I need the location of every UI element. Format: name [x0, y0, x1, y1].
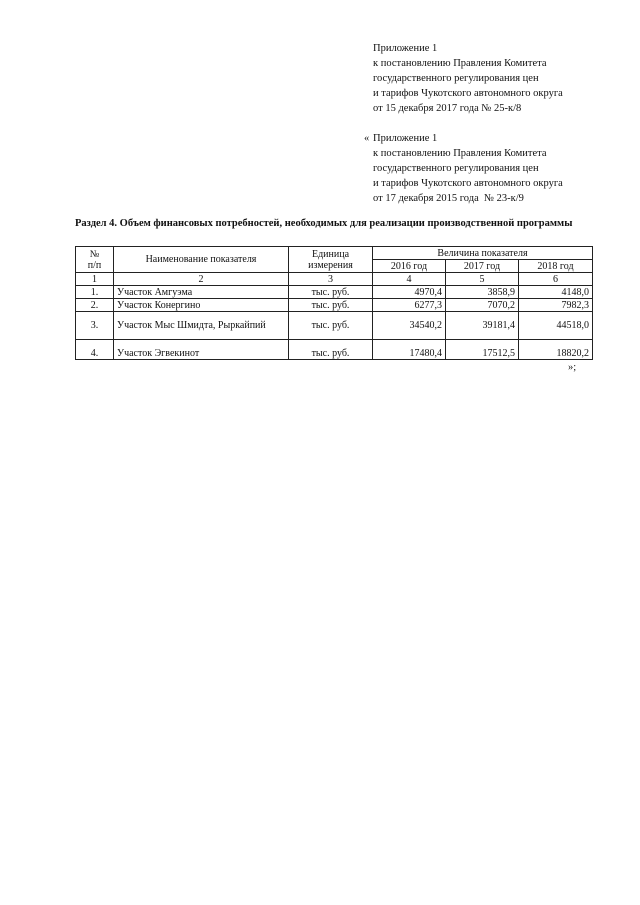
- appendix-2-line: и тарифов Чукотского автономного округа: [373, 178, 563, 189]
- row-num: 1.: [76, 286, 114, 299]
- appendix-1-line: Приложение 1: [373, 43, 438, 54]
- opening-quote-mark: «: [364, 133, 370, 144]
- row-value-2016: 6277,3: [373, 299, 446, 312]
- header-num: № п/п: [76, 247, 114, 273]
- row-value-2018: 7982,3: [519, 299, 593, 312]
- row-unit: тыс. руб.: [289, 312, 373, 340]
- table-row: [76, 286, 593, 299]
- table-row: [76, 340, 593, 360]
- appendix-1-line: и тарифов Чукотского автономного округа: [373, 88, 563, 99]
- row-value-2016: 17480,4: [373, 340, 446, 360]
- table-row: [76, 299, 593, 312]
- column-number: 3: [289, 273, 373, 286]
- row-value-2017: 7070,2: [446, 299, 519, 312]
- column-number: 5: [446, 273, 519, 286]
- row-name: Участок Мыс Шмидта, Рыркайпий: [114, 312, 289, 340]
- row-value-2017: 3858,9: [446, 286, 519, 299]
- row-num: 2.: [76, 299, 114, 312]
- header-year: 2018 год: [519, 260, 593, 273]
- column-number: 2: [114, 273, 289, 286]
- row-name: Участок Амгуэма: [114, 286, 289, 299]
- column-number: 1: [76, 273, 114, 286]
- financial-needs-table: [75, 246, 593, 360]
- closing-quote-mark: »;: [568, 362, 577, 373]
- header-value-group: Величина показателя: [373, 247, 593, 260]
- header-name: Наименование показателя: [114, 247, 289, 273]
- row-value-2018: 4148,0: [519, 286, 593, 299]
- header-year: 2017 год: [446, 260, 519, 273]
- row-value-2016: 34540,2: [373, 312, 446, 340]
- row-value-2017: 17512,5: [446, 340, 519, 360]
- row-value-2016: 4970,4: [373, 286, 446, 299]
- row-num: 3.: [76, 312, 114, 340]
- row-value-2017: 39181,4: [446, 312, 519, 340]
- row-value-2018: 18820,2: [519, 340, 593, 360]
- appendix-1-header: [373, 41, 563, 116]
- row-value-2018: 44518,0: [519, 312, 593, 340]
- table-header-row: [76, 247, 593, 260]
- appendix-1-line: от 15 декабря 2017 года № 25-к/8: [373, 103, 522, 114]
- row-name: Участок Конергино: [114, 299, 289, 312]
- appendix-2-line: от 17 декабря 2015 года № 23-к/9: [373, 193, 524, 204]
- appendix-2-header: [373, 131, 563, 206]
- column-number: 4: [373, 273, 446, 286]
- appendix-2-line: Приложение 1: [373, 133, 438, 144]
- row-name: Участок Эгвекинот: [114, 340, 289, 360]
- header-year: 2016 год: [373, 260, 446, 273]
- appendix-2-line: государственного регулирования цен: [373, 163, 539, 174]
- appendix-1-line: государственного регулирования цен: [373, 73, 539, 84]
- column-numbers-row: [76, 273, 593, 286]
- table-row: [76, 312, 593, 340]
- appendix-1-line: к постановлению Правления Комитета: [373, 58, 547, 69]
- section-heading: Раздел 4. Объем финансовых потребностей, необходимых для реализации производственной программы: [75, 218, 573, 229]
- row-num: 4.: [76, 340, 114, 360]
- column-number: 6: [519, 273, 593, 286]
- row-unit: тыс. руб.: [289, 286, 373, 299]
- header-unit: Единица измерения: [289, 247, 373, 273]
- row-unit: тыс. руб.: [289, 299, 373, 312]
- row-unit: тыс. руб.: [289, 340, 373, 360]
- appendix-2-line: к постановлению Правления Комитета: [373, 148, 547, 159]
